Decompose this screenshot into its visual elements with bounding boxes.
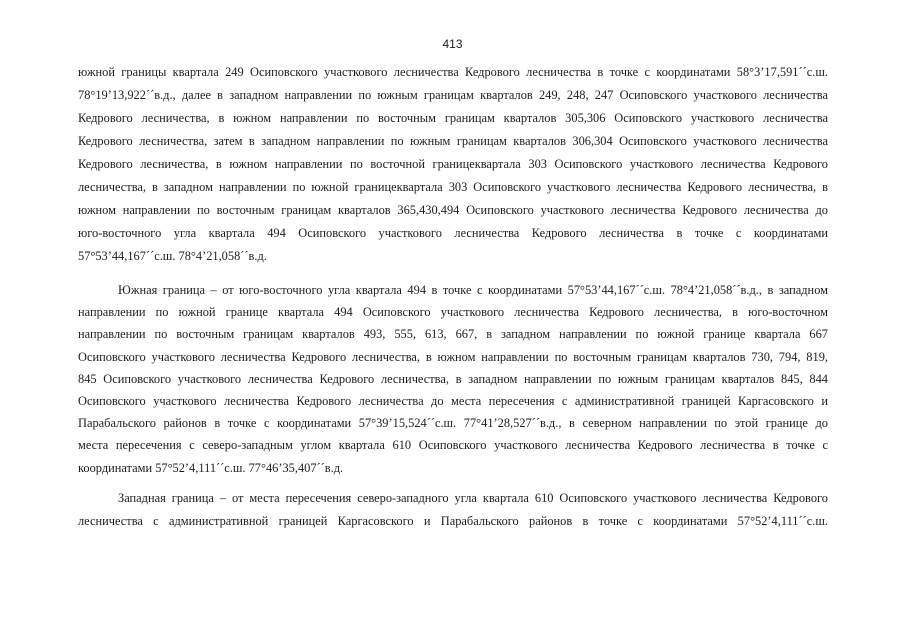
text-line: Западная граница – от места пересечения северо-западного угла квартала 610 Осиповского участкового лесничества Кедрового bbox=[118, 491, 828, 505]
text-line: Кедрового лесничества, затем в западном направлении по южным границам кварталов 306,304 Осиповского участкового лесничества bbox=[78, 134, 828, 148]
text-line: координатами 57°52’4,111´´с.ш. 77°46’35,407´´в.д. bbox=[78, 460, 344, 475]
text-line: направлении по восточным границам кварталов 493, 555, 613, 667, в западном направлении по южной границе квартала 667 bbox=[78, 327, 828, 342]
page-number: 413 bbox=[442, 37, 463, 51]
paragraph-south-boundary bbox=[78, 279, 828, 479]
paragraph-west-boundary bbox=[78, 487, 828, 533]
text-line: Осиповского участкового лесничества Кедрового лесничества, в южном направлении по восточным границам кварталов 730, 794, 819, bbox=[78, 349, 828, 364]
text-line: юго-восточного угла квартала 494 Осиповского участкового лесничества Кедрового лесничества в точке с координатами bbox=[78, 226, 828, 240]
text-line: лесничества, в западном направлении по южной границеквартала 303 Осиповского участкового лесничества Кедрового лесничества, в bbox=[78, 180, 828, 194]
text-line: 57°53’44,167´´с.ш. 78°4’21,058´´в.д. bbox=[78, 249, 267, 263]
text-line: Южная граница – от юго-восточного угла квартала 494 в точке с координатами 57°53’44,167´´с.ш. 78°4’21,058´´в.д., в западном bbox=[118, 283, 828, 297]
text-line: лесничества с административной границей Каргасовского и Парабальского районов в точке с координатами 57°52’4,111´´с.ш. bbox=[78, 514, 828, 528]
text-line: места пересечения с северо-западным углом квартала 610 Осиповского участкового лесничества Кедрового лесничества в точке с bbox=[78, 438, 828, 453]
text-line: направлении по южной границе квартала 494 Осиповского участкового лесничества Кедрового лесничества, в юго-восточном bbox=[78, 305, 828, 320]
text-line: 845 Осиповского участкового лесничества Кедрового лесничества, в западном направлении по южным границам кварталов 845, 844 bbox=[78, 371, 828, 386]
text-line: южном направлении по восточным границам кварталов 365,430,494 Осиповского участкового лесничества Кедрового лесничества до bbox=[78, 203, 828, 217]
paragraph-north-boundary-continuation bbox=[78, 61, 828, 268]
text-line: Осиповского участкового лесничества Кедрового лесничества до места пересечения с административной границей Каргасовского и bbox=[78, 393, 828, 408]
text-line: южной границы квартала 249 Осиповского участкового лесничества Кедрового лесничества в точке с координатами 58°3’17,591´´с.ш. bbox=[78, 65, 828, 79]
text-line: Кедрового лесничества, в южном направлении по восточным границам кварталов 305,306 Осиповского участкового лесничества bbox=[78, 111, 828, 125]
text-line: Парабальского районов в точке с координатами 57°39’15,524´´с.ш. 77°41’28,527´´в.д., в северном направлении по этой границе до bbox=[78, 416, 828, 431]
text-line: 78°19’13,922´´в.д., далее в западном направлении по южным границам кварталов 249, 248, 247 Осиповского участкового лесничества bbox=[78, 88, 828, 102]
text-line: Кедрового лесничества, в южном направлении по восточной границеквартала 303 Осиповского участкового лесничества Кедрового bbox=[78, 157, 828, 171]
